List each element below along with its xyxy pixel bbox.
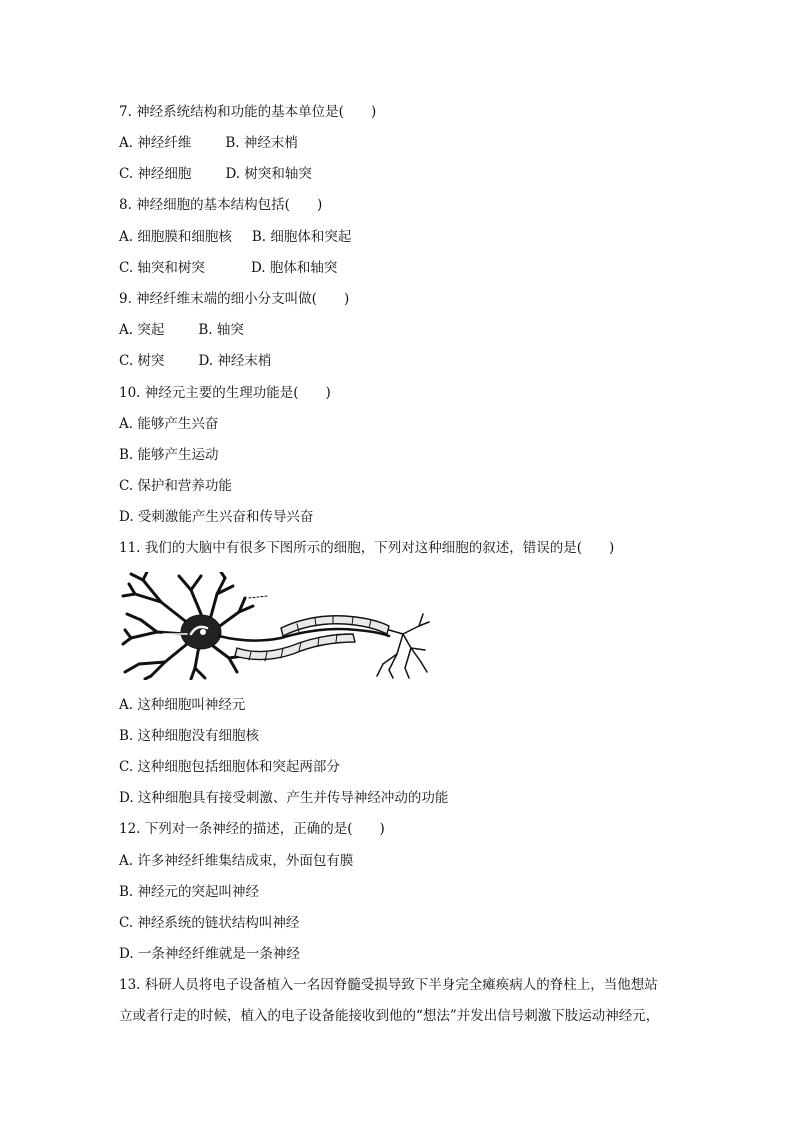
q7-options-cd <box>119 165 312 183</box>
q7-option-a: A. 神经纤维 <box>119 135 192 151</box>
neuron-diagram <box>121 572 431 680</box>
q9-stem: 9. 神经纤维末端的细小分支叫做( ) <box>119 291 350 307</box>
q12-option-b: B. 神经元的突起叫神经 <box>119 884 260 900</box>
q10-option-c: C. 保护和营养功能 <box>119 478 232 494</box>
q10-stem: 10. 神经元主要的生理功能是( ) <box>119 385 331 401</box>
q7-option-c: C. 神经细胞 <box>119 166 192 182</box>
q7-stem: 7. 神经系统结构和功能的基本单位是( ) <box>119 104 377 120</box>
q10-option-a: A. 能够产生兴奋 <box>119 416 219 432</box>
q13-text-line-2: 立或者行走的时候，植入的电子设备能接收到他的“想法”并发出信号刺激下肢运动神经元， <box>119 1008 660 1024</box>
q9-option-a: A. 突起 <box>119 322 165 338</box>
q9-options-ab <box>119 321 244 339</box>
q13-text-line-1: 13. 科研人员将电子设备植入一名因脊髓受损导致下半身完全瘫痪病人的脊柱上，当他想站 <box>119 977 658 993</box>
q7-option-b: B. 神经末梢 <box>225 135 298 151</box>
q8-option-b: B. 细胞体和突起 <box>251 229 352 245</box>
q8-option-a: A. 细胞膜和细胞核 <box>119 229 232 245</box>
q11-stem: 11. 我们的大脑中有很多下图所示的细胞，下列对这种细胞的叙述，错误的是( ) <box>119 540 615 556</box>
q8-options-ab <box>119 228 351 246</box>
q12-option-d: D. 一条神经纤维就是一条神经 <box>119 946 300 962</box>
q11-option-c: C. 这种细胞包括细胞体和突起两部分 <box>119 759 340 775</box>
q8-options-cd <box>119 259 337 277</box>
q8-option-c: C. 轴突和树突 <box>119 260 205 276</box>
q11-option-b: B. 这种细胞没有细胞核 <box>119 728 260 744</box>
q10-option-d: D. 受刺激能产生兴奋和传导兴奋 <box>119 509 314 525</box>
q7-options-ab <box>119 134 298 152</box>
q7-option-d: D. 树突和轴突 <box>225 166 312 182</box>
q11-option-a: A. 这种细胞叫神经元 <box>119 697 246 713</box>
q12-option-a: A. 许多神经纤维集结成束，外面包有膜 <box>119 853 354 869</box>
q9-option-c: C. 树突 <box>119 353 165 369</box>
q12-option-c: C. 神经系统的链状结构叫神经 <box>119 915 300 931</box>
q9-options-cd <box>119 352 271 370</box>
q8-stem: 8. 神经细胞的基本结构包括( ) <box>119 197 323 213</box>
q8-option-d: D. 胞体和轴突 <box>250 260 338 276</box>
q12-stem: 12. 下列对一条神经的描述，正确的是( ) <box>119 821 385 837</box>
q9-option-b: B. 轴突 <box>198 322 244 338</box>
q10-option-b: B. 能够产生运动 <box>119 447 219 463</box>
q11-option-d: D. 这种细胞具有接受刺激、产生并传导神经冲动的功能 <box>119 790 449 806</box>
q9-option-d: D. 神经末梢 <box>198 353 272 369</box>
